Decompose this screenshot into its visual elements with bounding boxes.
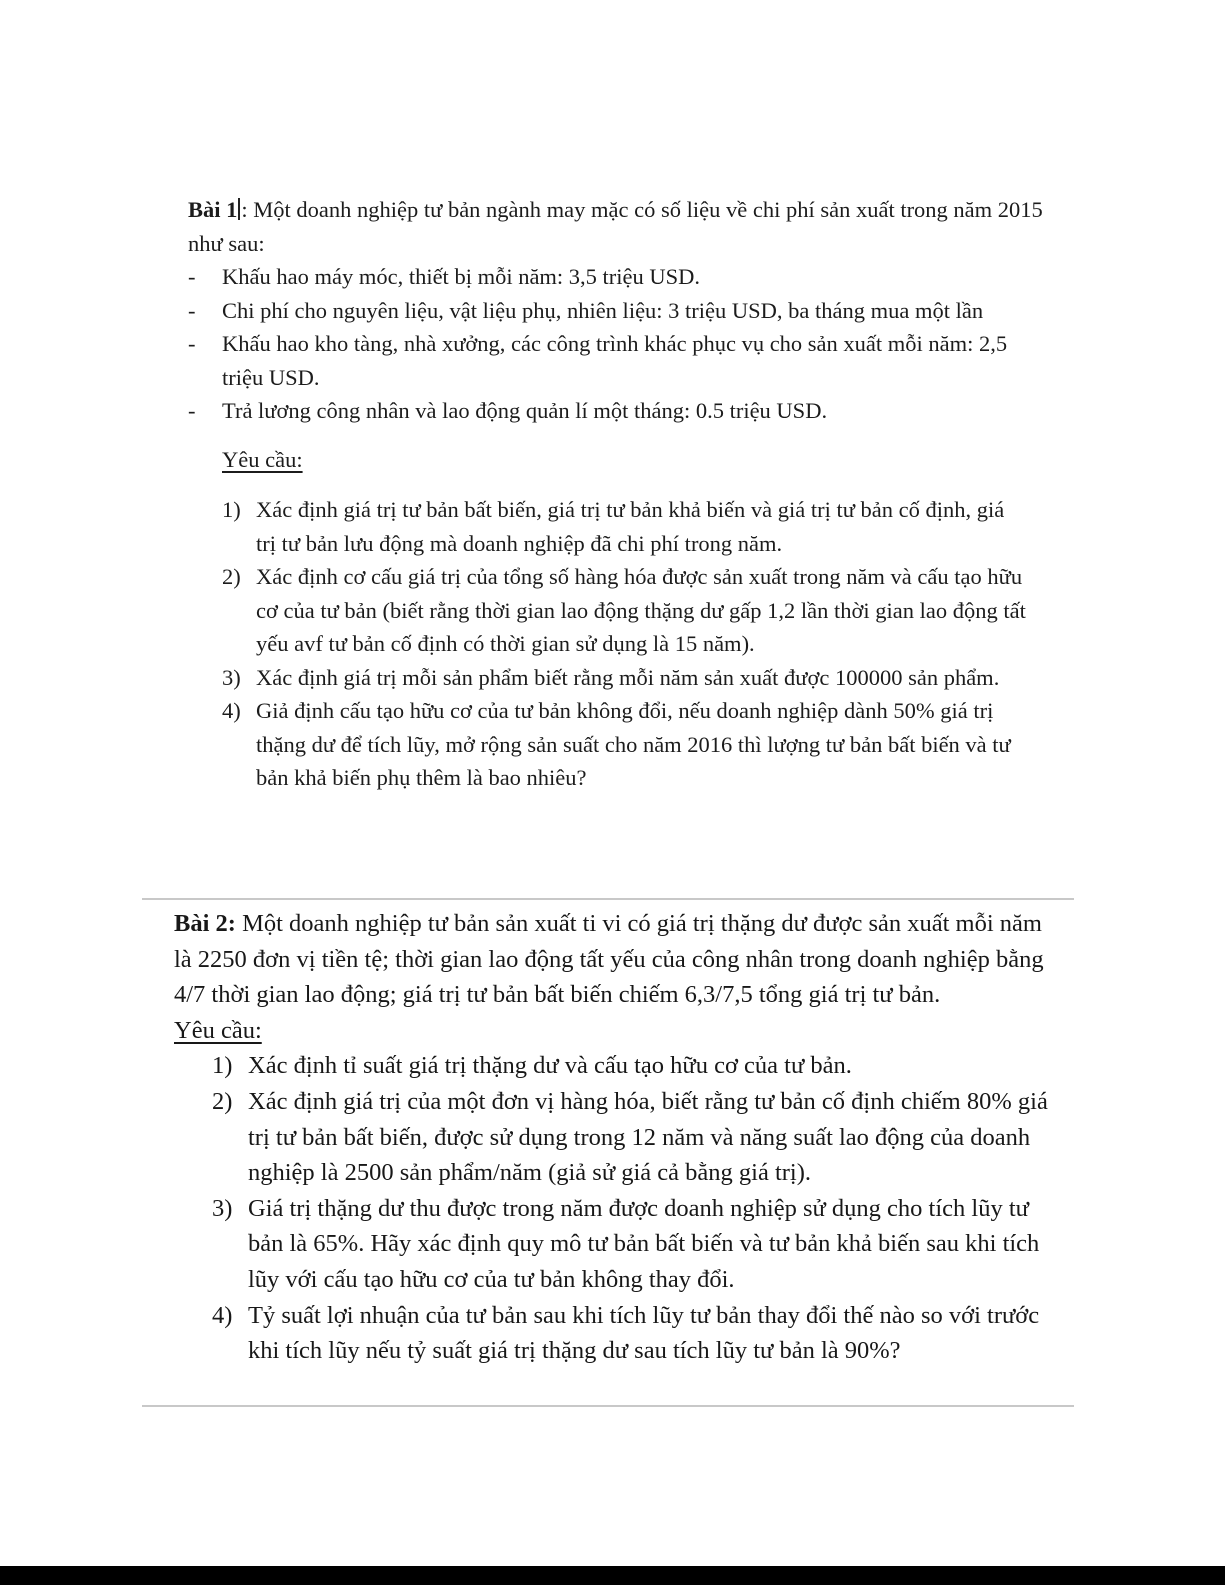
- exercise-1-title: Bài 1: [188, 197, 238, 222]
- exercise-2: [174, 906, 1074, 1369]
- question-item: 3) Xác định giá trị mỗi sản phẩm biết rằng mỗi năm sản xuất được 100000 sản phẩm.: [222, 664, 1000, 690]
- divider: [142, 1405, 1074, 1407]
- question-item: 1) Xác định tỉ suất giá trị thặng dư và cấu tạo hữu cơ của tư bản.: [212, 1052, 852, 1080]
- exercise-1-questions: [188, 493, 1048, 795]
- cost-item: - Chi phí cho nguyên liệu, vật liệu phụ, nhiên liệu: 3 triệu USD, ba tháng mua một lần: [188, 297, 984, 323]
- question-item: 1) Xác định giá trị tư bản bất biến, giá trị tư bản khả biến và giá trị tư bản cố định, giá trị tư bản lưu động mà doanh nghiệp đã chi phí trong năm.: [222, 497, 1005, 556]
- exercise-2-requirement-label: Yêu cầu:: [174, 1016, 262, 1044]
- cost-item: - Khấu hao kho tàng, nhà xưởng, các công trình khác phục vụ cho sản xuất mỗi năm: 2,5 triệu USD.: [188, 331, 1008, 390]
- cost-item: - Trả lương công nhân và lao động quản lí một tháng: 0.5 triệu USD.: [188, 398, 828, 423]
- question-item: 2) Xác định cơ cấu giá trị của tổng số hàng hóa được sản xuất trong năm và cấu tạo hữu cơ của tư bản (biết rằng thời gian lao động thặng dư gấp 1,2 lần thời gian lao động tất yếu avf tư bản cố định có thời gian sử dụng là 15 năm).: [222, 564, 1026, 656]
- exercise-1-intro: [188, 193, 1048, 260]
- question-item: 4) Tỷ suất lợi nhuận của tư bản sau khi tích lũy tư bản thay đổi thế nào so với trước khi tích lũy nếu tỷ suất giá trị thặng dư sau tích lũy tư bản là 90%?: [212, 1301, 1040, 1365]
- divider: [142, 898, 1074, 900]
- cost-item: - Khấu hao máy móc, thiết bị mỗi năm: 3,5 triệu USD.: [188, 264, 701, 289]
- exercise-2-intro-text: Một doanh nghiệp tư bản sản xuất ti vi có giá trị thặng dư được sản xuất mỗi năm là 2250 đơn vị tiền tệ; thời gian lao động tất yếu của công nhân trong doanh nghiệp bằng 4/7 thời gian lao động; giá trị tư bản bất biến chiếm 6,3/7,5 tổng giá trị tư bản.: [174, 910, 1044, 1009]
- exercise-1-intro-text: : Một doanh nghiệp tư bản ngành may mặc có số liệu về chi phí sản xuất trong năm 2015 như sau:: [188, 197, 1043, 256]
- exercise-2-questions: [174, 1048, 1074, 1368]
- question-item: 2) Xác định giá trị của một đơn vị hàng hóa, biết rằng tư bản cố định chiếm 80% giá trị tư bản bất biến, được sử dụng trong 12 năm và năng suất lao động của doanh nghiệp là 2500 sản phẩm/năm (giả sử giá cả bằng giá trị).: [212, 1087, 1048, 1187]
- exercise-1-cost-list: [188, 260, 1048, 428]
- question-item: 4) Giả định cấu tạo hữu cơ của tư bản không đổi, nếu doanh nghiệp dành 50% giá trị thặng dư để tích lũy, mở rộng sản suất cho năm 2016 thì lượng tư bản bất biến và tư bản khả biến phụ thêm là bao nhiêu?: [222, 698, 1011, 790]
- page-bottom-border: [0, 1566, 1225, 1585]
- question-item: 3) Giá trị thặng dư thu được trong năm được doanh nghiệp sử dụng cho tích lũy tư bản là 65%. Hãy xác định quy mô tư bản bất biến và tư bản khả biến sau khi tích lũy với cấu tạo hữu cơ của tư bản không thay đổi.: [212, 1194, 1040, 1293]
- exercise-2-intro: [174, 906, 1044, 1013]
- exercise-1: [188, 193, 1048, 795]
- exercise-1-requirement-label: Yêu cầu:: [222, 446, 303, 472]
- exercise-2-title: Bài 2:: [174, 910, 236, 937]
